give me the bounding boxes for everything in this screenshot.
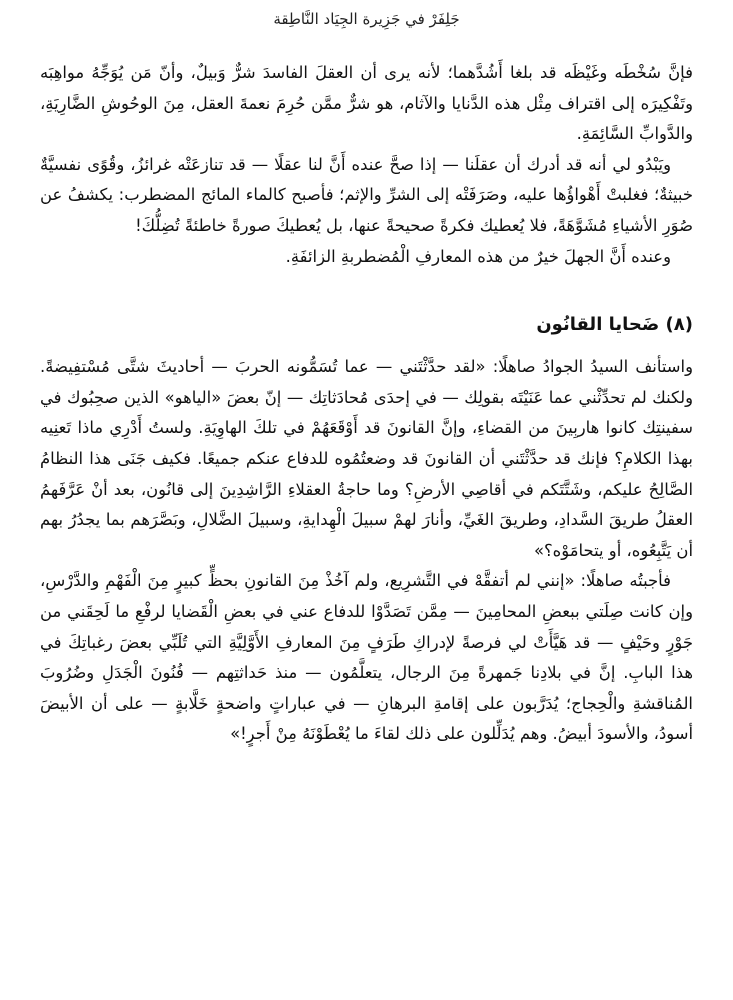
paragraph: فأجبتُه صاهلًا: «إنني لم أتفقَّهْ في التَّشرِيع، ولم آخُذْ مِنَ القانونِ بحظٍّ كبيرٍ مِنَ الْفَهْمِ والدَّرْسِ، وإن كانت صِلَتي ببعضِ المحامِينَ — مِمَّن تَصَدَّوْا للدفاع عني في بعضِ الْقَضايا لرفْعِ ما لَحِقَني من جَوْرٍ وحَيْفٍ — قد هَيَّأَتْ لي فرصةً لإدراكِ طَرَفٍ مِنَ المعارفِ الأَوَّلِيَّةِ التي تُلَبِّي بعضَ رغباتِكَ في هذا البابِ. إنَّ في بلادِنا جَمهرةً مِنَ الرجال، يتعلَّمُون — منذ حَداثتِهم — فُنُونَ الْجَدَلِ وضُرُوبَ المُناقشةِ والْحِجاج؛ يُدَرَّبون على إقامةِ البرهانِ — في عباراتٍ واضحةٍ خَلَّابةٍ — على أن الأبيضَ أسودُ، والأسودَ أبيضُ. وهم يُدَلِّلون على ذلك لقاءَ ما يُعْطَوْنَهُ مِنْ أَجرٍ!» xyxy=(40,571,693,744)
intro-text xyxy=(40,58,693,272)
section-heading: (٨) ضَحايا القانُون xyxy=(536,314,693,336)
section-text xyxy=(40,352,693,750)
paragraph: واستأنف السيدُ الجوادُ صاهلًا: «لقد حدَّثْتَني — عما تُسَمُّونه الحربَ — أحاديثَ شتَّى مُسْتفِيضةً. ولكنك لم تحدِّثْني عما عَنَيْتَه بقولِك — في إحدَى مُحادَثاتِك — إنّ بعضَ «الياهو» الذين صحِبُوك في سفينتِك كانوا هاربِينَ من القضاءِ، وإنَّ القانونَ قد أَوْقَعَهُمْ في تلكَ الهاوِيَةِ. ولستُ أَدْرِي ماذا تَعنِيه بهذا الكلامِ؟ فإنك قد حدَّثْتَني أن القانونَ قد وضعتُمُوه للدفاع عنكم جميعًا. فكيف جَنَى هذا النظامُ الصَّالِحُ عليكم، وشَتَّتَكم في أقاصِي الأرضِ؟ وما حاجةُ العقلاءِ الرَّاشِدِينَ إلى قانُون، بعد أنْ عَرَّفَهمُ العقلُ طريقَ السَّدادِ، وطريقَ الغَيِّ، وأنارَ لهمْ سبيلَ الْهِدايةِ، وسبيلَ الضَّلالِ، وبَصَّرَهم بما يجدُرُ بهم أن يَتَّبِعُوه، أو يتحامَوْه؟» xyxy=(40,357,693,560)
paragraph: ويَبْدُو لي أنه قد أدرك أن عقلَنا — إذا صحَّ عنده أَنَّ لنا عقلًا — قد تنازعَتْه غرائزُ، وقُوًى نفسيَّةٌ خبيثةٌ؛ فغلبتْ أَهْواؤُها عليه، وصَرَفَتْه إلى الشرِّ والإثم؛ فأصبح كالماء المائج المضطرب: يكشفُ عن صُوَرِ الأشياءِ مُشَوَّهَةً، فلا يُعطيك فكرةً صحيحةً عنها، بل يُعطيكَ صورةً خاطئةً تُضِلُّكَ! xyxy=(40,154,693,235)
paragraph: فإنَّ سُخْطَه وغَيْظَه قد بلغا أَشُدَّهما؛ لأنه يرى أن العقلَ الفاسدَ شرٌّ وَبيلٌ، وأنّ مَن يُوَجِّهُ مواهِبَه وتَفْكِيرَه إلى اقتراف مِثْل هذه الدَّنايا والآثام، هو شرٌّ ممَّن حُرِمَ نعمةَ العقل، مِنَ الوحُوشِ الضَّارِيَةِ، والدَّوابِّ السَّائِمَةِ. xyxy=(40,63,693,144)
running-header: جَلِفَرْ في جَزِيرة الجِيَاد النَّاطِقة xyxy=(273,10,460,28)
paragraph: وعنده أَنَّ الجهلَ خيرٌ من هذه المعارفِ الْمُضطربةِ الزائفَةِ. xyxy=(285,246,671,266)
